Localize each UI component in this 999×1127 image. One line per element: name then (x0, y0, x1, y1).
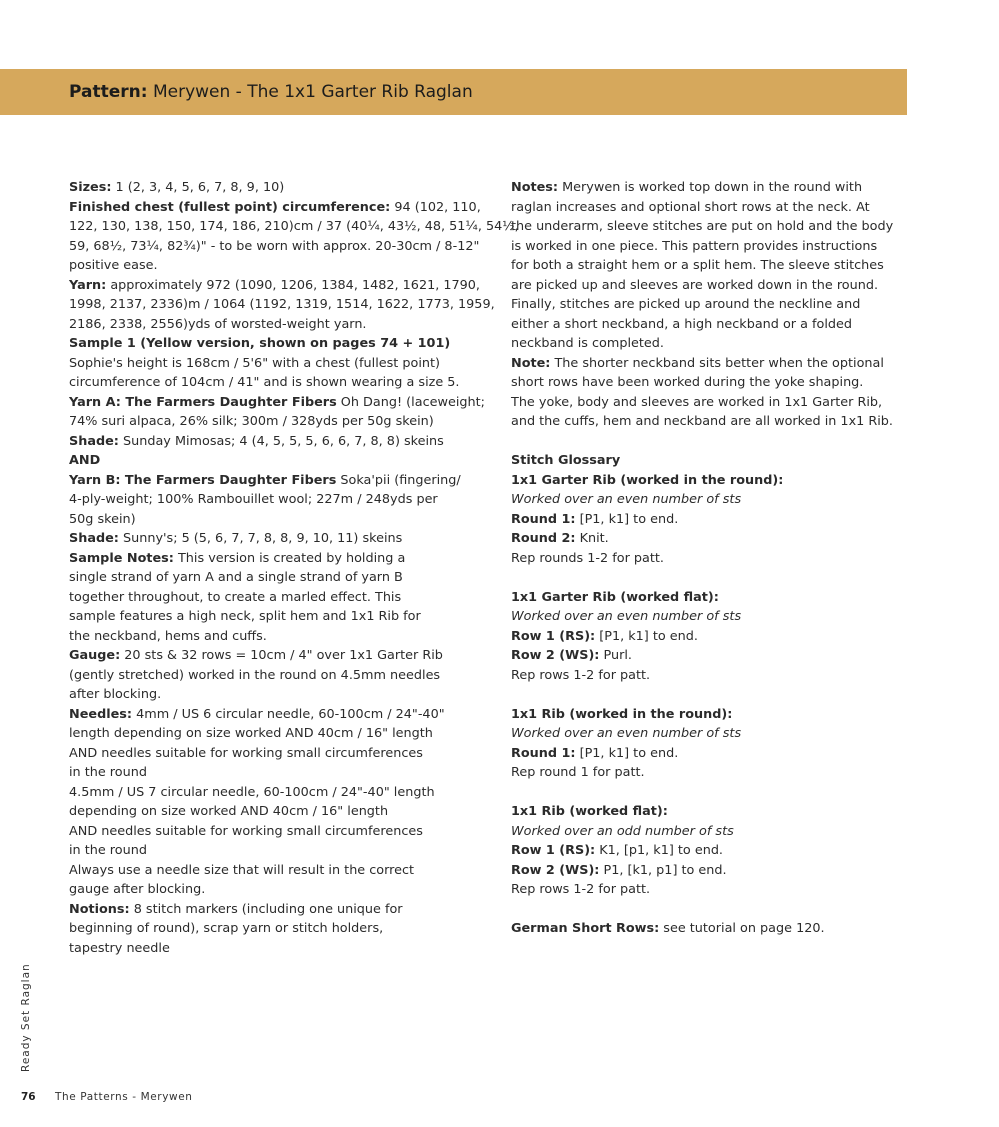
body-text: positive ease. (69, 258, 158, 273)
body-text: circumference of 104cm / 41" and is shown wearing a size 5. (69, 375, 460, 390)
body-text: Rep rows 1-2 for patt. (511, 882, 651, 897)
blank-line (511, 685, 911, 705)
bold-label: Row 1 (RS): (511, 843, 596, 858)
text-line (511, 373, 911, 393)
bold-label: Row 2 (WS): (511, 648, 600, 663)
bold-label: Sample Notes: (69, 550, 174, 566)
body-text: together throughout, to create a marled effect. This (69, 589, 402, 605)
bold-label: Round 1: (511, 745, 576, 761)
body-text: Sophie's height is 168cm / 5'6" with a chest (fullest point) (69, 355, 441, 371)
text-line (511, 393, 911, 413)
text-line (69, 783, 479, 803)
bold-label: 1x1 Rib (worked flat): (511, 804, 668, 819)
bold-label: Notes: (511, 180, 559, 195)
italic-text: Worked over an even number of sts (511, 726, 742, 741)
text-line (69, 627, 479, 647)
text-line (511, 744, 911, 764)
blank-line (511, 432, 911, 452)
body-text: K1, [p1, k1] to end. (595, 843, 724, 858)
text-line (69, 276, 479, 296)
italic-text: Worked over an odd number of sts (511, 823, 734, 839)
text-line (69, 256, 479, 276)
text-line (511, 256, 911, 276)
text-line (69, 295, 495, 315)
bold-label: Finished chest (fullest point) circumference: (69, 199, 391, 215)
body-text: 4-ply-weight; 100% Rambouillet wool; 227m / 248yds per (69, 492, 438, 507)
text-line (69, 685, 479, 705)
left-column (69, 178, 519, 958)
text-line (69, 510, 479, 530)
body-text: neckband is completed. (511, 336, 664, 351)
text-line (69, 334, 479, 354)
bold-label: Row 2 (WS): (511, 862, 600, 878)
text-line (511, 178, 911, 198)
body-text: Sunny's; 5 (5, 6, 7, 7, 8, 8, 9, 10, 11) skeins (118, 531, 403, 546)
body-text: 1998, 2137, 2336)m / 1064 (1192, 1319, 1514, 1622, 1773, 1959, (69, 297, 495, 312)
text-line (511, 198, 911, 218)
blank-line (511, 783, 911, 803)
text-line (511, 490, 911, 510)
text-line (511, 237, 911, 257)
text-line (69, 861, 479, 881)
bold-label: Shade: (69, 531, 119, 546)
page-number: 76 (21, 1091, 36, 1103)
body-text: 2186, 2338, 2556)yds of worsted-weight yarn. (69, 316, 367, 332)
text-line (511, 588, 911, 608)
body-text: Rep round 1 for patt. (511, 765, 645, 780)
text-line (69, 705, 479, 725)
body-text: and the cuffs, hem and neckband are all worked in 1x1 Rib. (511, 414, 893, 429)
text-line (511, 666, 911, 686)
text-line (69, 646, 479, 666)
bold-label: AND (69, 453, 101, 468)
body-text: 1 (2, 3, 4, 5, 6, 7, 8, 9, 10) (111, 180, 285, 195)
bold-label: Notions: (69, 901, 130, 917)
body-text: is worked in one piece. This pattern provides instructions (511, 238, 878, 254)
text-line (511, 724, 911, 744)
text-line (69, 549, 479, 569)
text-line (69, 217, 519, 237)
text-line (511, 919, 911, 939)
text-line (511, 841, 911, 861)
body-text: see tutorial on page 120. (659, 921, 825, 936)
bold-label: German Short Rows: (511, 921, 660, 936)
text-line (511, 451, 911, 471)
bold-label: Round 2: (511, 531, 576, 546)
bold-label: Row 1 (RS): (511, 628, 596, 644)
text-line (511, 471, 911, 491)
text-line (69, 412, 479, 432)
bold-label: Shade: (69, 433, 119, 449)
body-text: Oh Dang! (laceweight; (336, 394, 485, 410)
text-line (69, 490, 479, 510)
bold-label: 1x1 Rib (worked in the round): (511, 706, 733, 722)
text-line (511, 763, 911, 783)
body-text: 4mm / US 6 circular needle, 60-100cm / 24"-40" (132, 706, 445, 722)
italic-text: Worked over an even number of sts (511, 609, 742, 624)
body-text: 4.5mm / US 7 circular needle, 60-100cm / 24"-40" length (69, 784, 435, 800)
text-line (511, 861, 911, 881)
text-line (511, 802, 911, 822)
body-text: Knit. (575, 531, 609, 546)
text-line (69, 198, 479, 218)
text-line (511, 607, 911, 627)
text-line (69, 802, 479, 822)
bold-label: Sample 1 (Yellow version, shown on pages 74 + 101) (69, 336, 451, 351)
body-text: the neckband, hems and cuffs. (69, 628, 267, 644)
body-text: The yoke, body and sleeves are worked in 1x1 Garter Rib, (511, 394, 883, 410)
text-line (69, 841, 479, 861)
body-text: raglan increases and optional short rows at the neck. At (511, 199, 870, 215)
text-line (511, 549, 911, 569)
body-text: 122, 130, 138, 150, 174, 186, 210)cm / 37 (40¼, 43½, 48, 51¼, 54½, (69, 219, 519, 234)
text-line (511, 295, 911, 315)
text-line (69, 568, 479, 588)
body-text: the underarm, sleeve stitches are put on hold and the body (511, 219, 894, 234)
text-line (69, 724, 479, 744)
bold-label: Sizes: (69, 180, 112, 195)
running-side-label: Ready Set Raglan (20, 963, 32, 1072)
body-text: after blocking. (69, 687, 162, 702)
text-line (69, 900, 479, 920)
bold-label: Stitch Glossary (511, 453, 621, 468)
bold-label: 1x1 Garter Rib (worked in the round): (511, 472, 784, 488)
blank-line (511, 900, 911, 920)
text-line (69, 237, 479, 257)
text-line (511, 354, 911, 374)
body-text: P1, [k1, p1] to end. (599, 862, 727, 878)
body-text: in the round (69, 843, 147, 858)
text-line (69, 178, 479, 198)
body-text: single strand of yarn A and a single strand of yarn B (69, 570, 403, 585)
body-text: Merywen is worked top down in the round with (558, 180, 863, 195)
text-line (511, 529, 911, 549)
text-line (69, 607, 479, 627)
pattern-title (69, 69, 473, 115)
text-line (511, 276, 911, 296)
body-text: short rows have been worked during the yoke shaping. (511, 375, 864, 390)
body-text: Always use a needle size that will result in the correct (69, 862, 415, 878)
text-line (511, 334, 911, 354)
text-line (69, 822, 479, 842)
body-text: (gently stretched) worked in the round on 4.5mm needles (69, 667, 441, 683)
text-line (69, 919, 479, 939)
body-text: [P1, k1] to end. (575, 511, 679, 527)
text-line (511, 217, 911, 237)
text-line (69, 529, 479, 549)
italic-text: Worked over an even number of sts (511, 492, 742, 507)
text-line (69, 939, 479, 959)
text-line (69, 315, 479, 335)
body-text: Soka'pii (fingering/ (336, 472, 461, 488)
text-line (511, 510, 911, 530)
text-line (69, 432, 479, 452)
text-line (511, 822, 911, 842)
body-text: beginning of round), scrap yarn or stitch holders, (69, 921, 384, 936)
body-text: Purl. (599, 648, 632, 663)
bold-label: Round 1: (511, 511, 576, 527)
text-line (69, 763, 479, 783)
body-text: [P1, k1] to end. (595, 628, 698, 644)
text-line (69, 880, 479, 900)
body-text: [P1, k1] to end. (575, 745, 679, 761)
text-line (511, 315, 911, 335)
body-text: Finally, stitches are picked up around the neckline and (511, 297, 861, 312)
text-line (69, 471, 479, 491)
body-text: are picked up and sleeves are worked down in the round. (511, 277, 879, 293)
bold-label: Needles: (69, 706, 133, 722)
bold-label: 1x1 Garter Rib (worked flat): (511, 589, 719, 605)
body-text: depending on size worked AND 40cm / 16" length (69, 804, 389, 819)
title-banner (0, 69, 907, 115)
body-text: Sunday Mimosas; 4 (4, 5, 5, 5, 6, 6, 7, 8, 8) skeins (118, 433, 444, 449)
body-text: AND needles suitable for working small circumferences (69, 745, 423, 761)
body-text: tapestry needle (69, 940, 170, 956)
text-line (511, 880, 911, 900)
body-text: 8 stitch markers (including one unique for (129, 901, 403, 917)
body-text: for both a straight hem or a split hem. The sleeve stitches (511, 258, 884, 273)
text-line (69, 451, 479, 471)
bold-label: Note: (511, 355, 551, 371)
body-text: 94 (102, 110, (390, 199, 481, 215)
text-line (69, 588, 479, 608)
blank-line (511, 568, 911, 588)
text-line (511, 646, 911, 666)
pattern-label: Pattern: (69, 82, 148, 102)
right-column (511, 178, 911, 939)
text-line (69, 393, 485, 413)
body-text: length depending on size worked AND 40cm / 16" length (69, 726, 433, 741)
body-text: gauge after blocking. (69, 882, 206, 897)
bold-label: Yarn A: The Farmers Daughter Fibers (69, 394, 337, 410)
text-line (511, 412, 911, 432)
body-text: Rep rows 1-2 for patt. (511, 667, 651, 683)
body-text: This version is created by holding a (173, 550, 406, 566)
body-text: sample features a high neck, split hem and 1x1 Rib for (69, 609, 421, 624)
body-text: approximately 972 (1090, 1206, 1384, 1482, 1621, 1790, (106, 277, 480, 293)
body-text: in the round (69, 765, 147, 780)
text-line (69, 666, 479, 686)
body-text: 74% suri alpaca, 26% silk; 300m / 328yds per 50g skein) (69, 414, 434, 429)
text-line (69, 744, 479, 764)
text-line (69, 354, 479, 374)
body-text: 59, 68½, 73¼, 82¾)" - to be worn with approx. 20-30cm / 8-12" (69, 238, 480, 254)
body-text: either a short neckband, a high neckband or a folded (511, 316, 853, 332)
body-text: Rep rounds 1-2 for patt. (511, 550, 664, 566)
bold-label: Gauge: (69, 648, 121, 663)
body-text: 20 sts & 32 rows = 10cm / 4" over 1x1 Garter Rib (120, 648, 443, 663)
body-text: 50g skein) (69, 511, 136, 527)
body-text: AND needles suitable for working small circumferences (69, 823, 423, 839)
bold-label: Yarn: (69, 277, 107, 293)
body-text: The shorter neckband sits better when the optional (550, 355, 884, 371)
text-line (511, 627, 911, 647)
bold-label: Yarn B: The Farmers Daughter Fibers (69, 472, 337, 488)
pattern-name: Merywen - The 1x1 Garter Rib Raglan (152, 82, 473, 102)
text-line (511, 705, 911, 725)
footer-title: The Patterns - Merywen (55, 1091, 193, 1103)
text-line (69, 373, 479, 393)
